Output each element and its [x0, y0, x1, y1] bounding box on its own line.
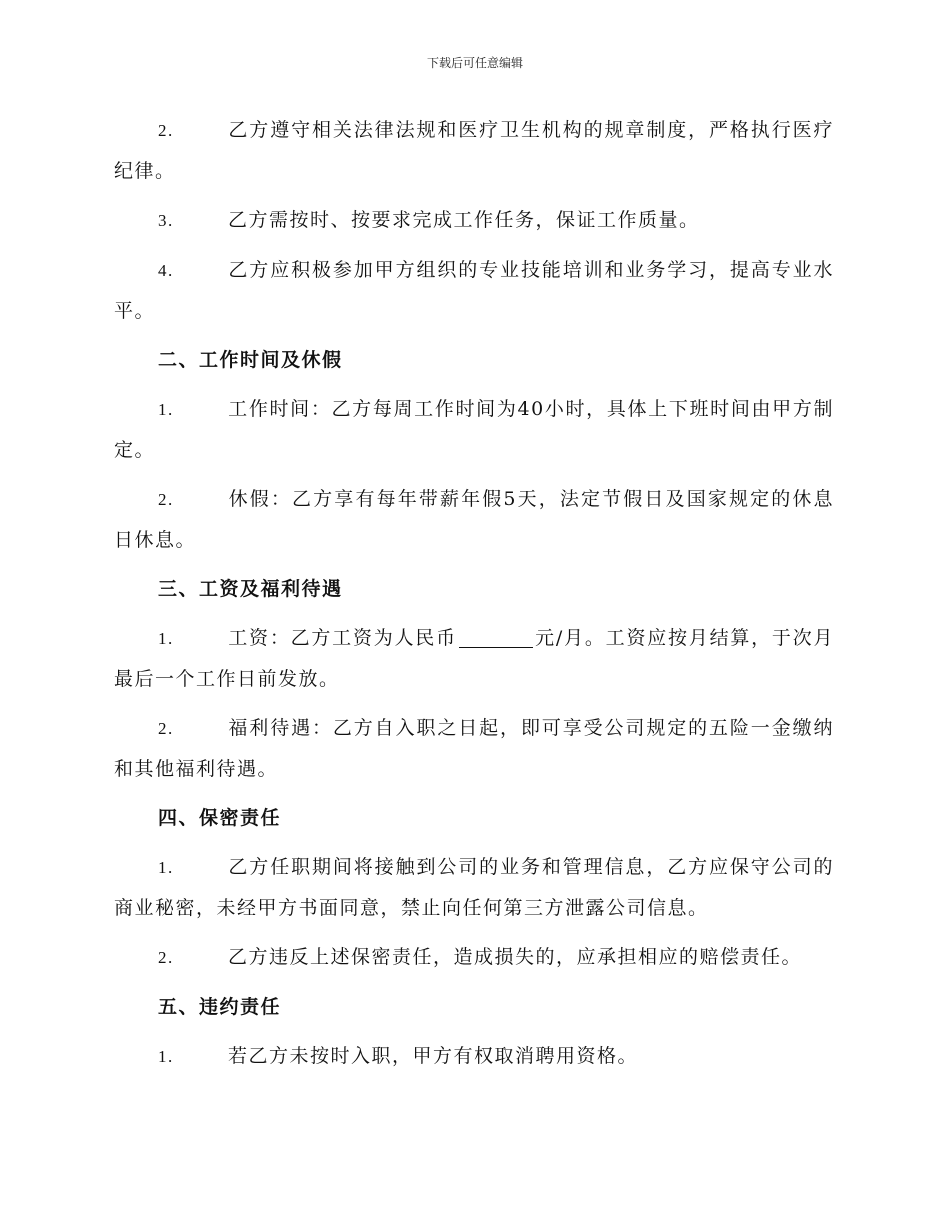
clause-item	[114, 479, 834, 560]
clause-text: 福利待遇：乙方自入职之日起，即可享受公司规定的五险一金缴纳和其他福利待遇。	[114, 717, 834, 780]
clause-item	[114, 937, 834, 978]
clause-item	[114, 1036, 834, 1077]
clause-text: 若乙方未按时入职，甲方有权取消聘用资格。	[228, 1045, 639, 1067]
clause-text: 休假：乙方享有每年带薪年假5天，法定节假日及国家规定的休息日休息。	[114, 488, 834, 551]
clause-number: 2.	[158, 121, 174, 140]
clause-number: 1.	[158, 858, 174, 877]
clause-item	[114, 200, 834, 241]
clause-number: 2.	[158, 719, 174, 738]
clause-text: 乙方任职期间将接触到公司的业务和管理信息，乙方应保守公司的商业秘密，未经甲方书面同意，禁止向任何第三方泄露公司信息。	[114, 856, 834, 919]
clause-item	[114, 847, 834, 928]
clause-text-before-blank: 工资：乙方工资为人民币	[228, 627, 457, 649]
clause-item	[114, 250, 834, 331]
section-heading: 三、工资及福利待遇	[158, 578, 343, 600]
section-heading: 二、工作时间及休假	[158, 349, 343, 371]
clause-text: 元/月。工资应按月结算，于次月最后一个工作日前发放。	[114, 627, 834, 690]
clause-number: 1.	[158, 400, 174, 419]
section-heading: 四、保密责任	[158, 807, 282, 829]
clause-item	[114, 618, 834, 699]
salary-blank-line	[459, 623, 533, 648]
clause-text: 乙方需按时、按要求完成工作任务，保证工作质量。	[228, 209, 700, 231]
section-heading: 五、违约责任	[158, 996, 282, 1018]
clause-number: 2.	[158, 490, 174, 509]
page-header: 下载后可任意编辑	[426, 56, 523, 70]
document-body	[114, 110, 834, 1086]
clause-item	[114, 110, 834, 191]
clause-item	[114, 708, 834, 789]
clause-number: 2.	[158, 948, 174, 967]
clause-text: 乙方应积极参加甲方组织的专业技能培训和业务学习，提高专业水平。	[114, 259, 834, 322]
clause-text: 乙方违反上述保密责任，造成损失的，应承担相应的赔偿责任。	[228, 946, 803, 968]
clause-text: 工作时间：乙方每周工作时间为40小时，具体上下班时间由甲方制定。	[114, 398, 834, 461]
clause-text: 乙方遵守相关法律法规和医疗卫生机构的规章制度，严格执行医疗纪律。	[114, 119, 834, 182]
clause-number: 1.	[158, 1047, 174, 1066]
clause-item	[114, 389, 834, 470]
clause-number: 1.	[158, 629, 174, 648]
clause-number: 3.	[158, 211, 174, 230]
clause-number: 4.	[158, 261, 174, 280]
